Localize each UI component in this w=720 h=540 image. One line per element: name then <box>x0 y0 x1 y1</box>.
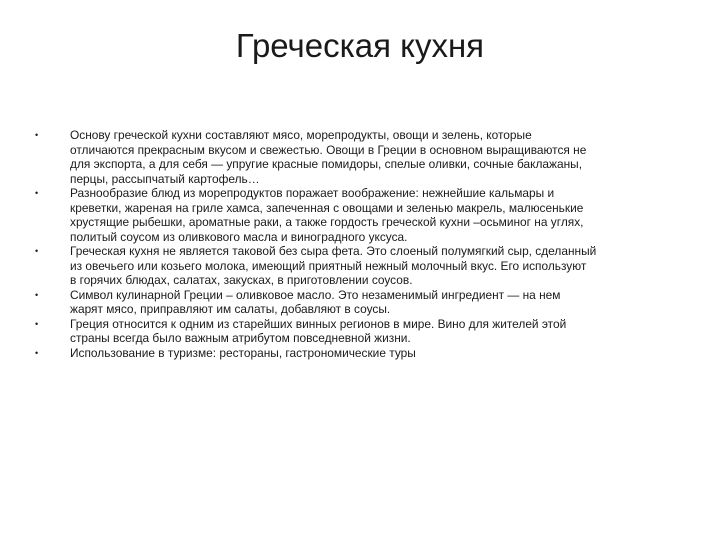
bullet-text <box>70 186 690 244</box>
bullet-item <box>0 186 720 244</box>
bullet-item <box>0 346 720 361</box>
bullet-text <box>70 128 690 186</box>
text-line: в горячих блюдах, салатах, закусках, в приготовлении соусов. <box>70 273 413 287</box>
text-line: из овечьего или козьего молока, имеющий приятный нежный молочный вкус. Его используют <box>70 258 587 273</box>
text-line: страны всегда было важным атрибутом повседневной жизни. <box>70 331 411 345</box>
text-line: Символ кулинарной Греции – оливковое масло. Это незаменимый ингредиент — на нем <box>70 287 561 302</box>
bullet-dot: • <box>35 318 39 329</box>
bullet-dot: • <box>35 130 39 140</box>
text-line: креветки, жареная на гриле хамса, запеченная с овощами и зеленью макрель, малюсенькие <box>70 200 584 215</box>
bullet-dot: • <box>35 188 39 198</box>
text-line: отличаются прекрасным вкусом и свежестью. Овощи в Греции в основном выращиваются не <box>70 142 587 157</box>
bullet-text <box>70 346 690 361</box>
text-line: политый соусом из оливкового масла и виноградного уксуса. <box>70 229 408 244</box>
bullet-list <box>0 128 720 360</box>
text-line: Греция относится к одним из старейших винных регионов в мире. Вино для жителей этой <box>70 316 567 331</box>
text-line: жарят мясо, приправляют им салаты, добавляют в соусы. <box>70 302 391 316</box>
bullet-dot: • <box>35 246 39 256</box>
bullet-dot: • <box>35 347 39 358</box>
text-line: хрустящие рыбешки, ароматные раки, а также гордость греческой кухни –осьминог на углях, <box>70 215 584 229</box>
text-line: Разнообразие блюд из морепродуктов поражает воображение: нежнейшие кальмары и <box>70 186 555 200</box>
text-line: Греческая кухня не является таковой без сыра фета. Это слоеный полумягкий сыр, сделанный <box>70 244 597 258</box>
slide-title: Греческая кухня <box>235 27 485 64</box>
bullet-item <box>0 288 720 317</box>
bullet-item <box>0 244 720 288</box>
text-line: перцы, рассыпчатый картофель… <box>70 171 260 186</box>
bullet-item <box>0 128 720 186</box>
bullet-item <box>0 317 720 346</box>
bullet-text <box>70 288 690 317</box>
bullet-text <box>70 317 690 346</box>
bullet-text <box>70 244 690 288</box>
text-line: Использование в туризме: рестораны, гастрономические туры <box>70 345 416 360</box>
bullet-dot: • <box>35 289 39 300</box>
text-line: для экспорта, а для себя — упругие красные помидоры, спелые оливки, сочные баклажаны, <box>70 157 583 171</box>
text-line: Основу греческой кухни составляют мясо, морепродукты, овощи и зелень, которые <box>70 128 532 142</box>
